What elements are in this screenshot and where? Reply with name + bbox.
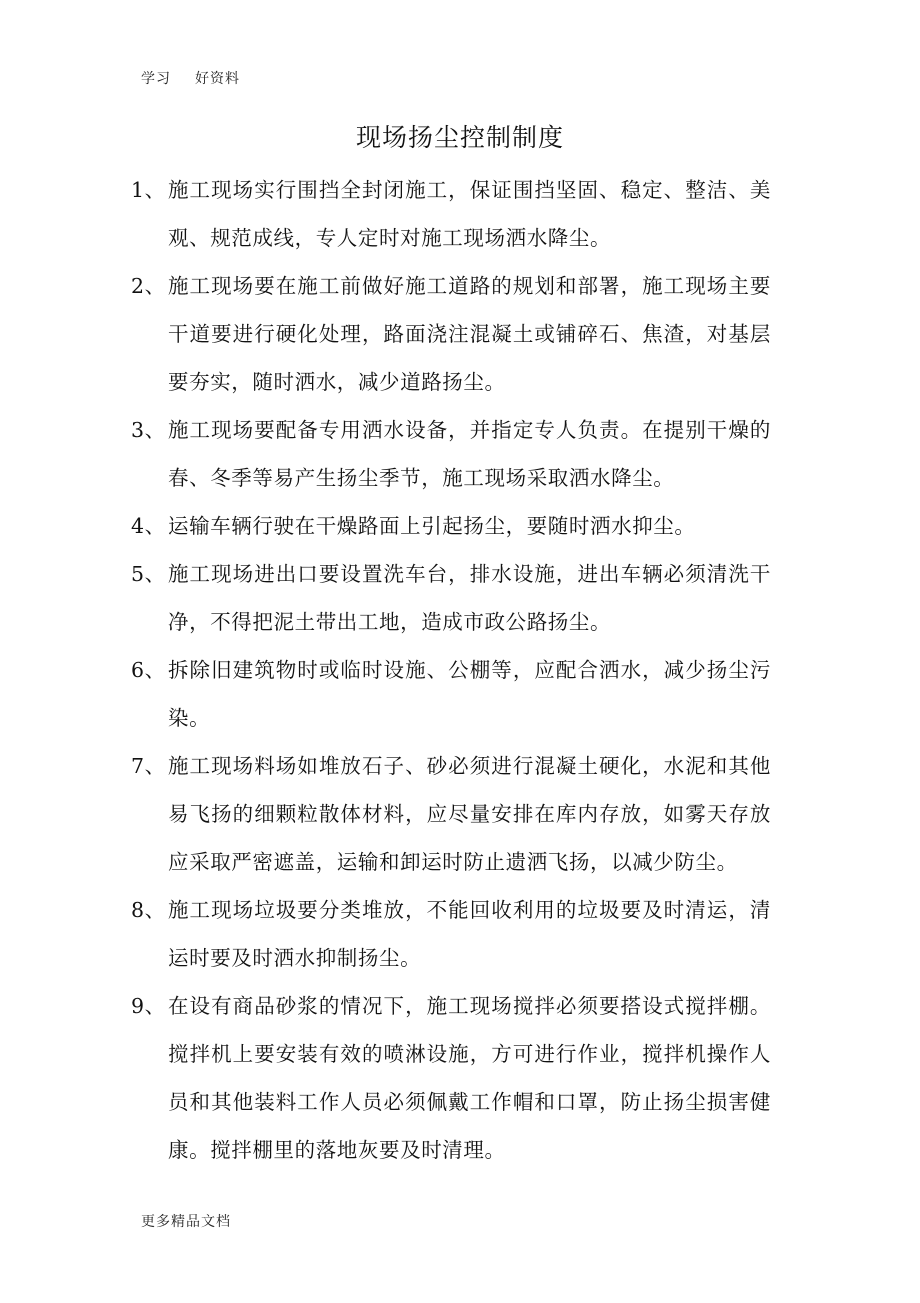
item-text: 运输车辆行驶在干燥路面上引起扬尘，要随时洒水抑尘。 xyxy=(168,514,696,538)
item-number: 1、 xyxy=(131,178,166,202)
regulation-item-9 xyxy=(131,982,771,1174)
item-text: 在设有商品砂浆的情况下，施工现场搅拌必须要搭设式搅拌棚。搅拌机上要安装有效的喷淋设施，方可进行作业，搅拌机操作人员和其他装料工作人员必须佩戴工作帽和口罩，防止扬尘损害健康。搅拌棚里的落地灰要及时清理。 xyxy=(168,994,771,1162)
item-number: 4、 xyxy=(131,514,166,538)
item-text: 施工现场料场如堆放石子、砂必须进行混凝土硬化，水泥和其他易飞扬的细颗粒散体材料，应尽量安排在库内存放，如雾天存放应采取严密遮盖，运输和卸运时防止遗洒飞扬，以减少防尘。 xyxy=(168,754,771,874)
regulation-item-8 xyxy=(131,886,771,982)
item-text: 施工现场要在施工前做好施工道路的规划和部署，施工现场主要干道要进行硬化处理，路面浇注混凝土或铺碎石、焦渣，对基层要夯实，随时洒水，减少道路扬尘。 xyxy=(168,274,771,394)
item-text: 施工现场要配备专用洒水设备，并指定专人负责。在提别干燥的春、冬季等易产生扬尘季节，施工现场采取洒水降尘。 xyxy=(168,418,771,490)
regulation-item-5 xyxy=(131,550,771,646)
item-number: 3、 xyxy=(131,418,166,442)
item-text: 施工现场垃圾要分类堆放，不能回收利用的垃圾要及时清运，清运时要及时洒水抑制扬尘。 xyxy=(168,898,771,970)
header-left-text: 学习 xyxy=(141,71,171,87)
regulation-item-2 xyxy=(131,262,771,406)
item-number: 9、 xyxy=(131,994,166,1018)
item-text: 拆除旧建筑物时或临时设施、公棚等，应配合洒水，减少扬尘污染。 xyxy=(168,658,771,730)
item-number: 5、 xyxy=(131,562,166,586)
item-number: 8、 xyxy=(131,898,166,922)
item-text: 施工现场进出口要设置洗车台，排水设施，进出车辆必须清洗干净，不得把泥土带出工地，造成市政公路扬尘。 xyxy=(168,562,771,634)
item-number: 2、 xyxy=(131,274,166,298)
regulation-list xyxy=(131,166,771,1174)
regulation-item-3 xyxy=(131,406,771,502)
page-header xyxy=(141,68,240,88)
item-number: 7、 xyxy=(131,754,166,778)
document-title: 现场扬尘控制制度 xyxy=(355,123,564,152)
item-text: 施工现场实行围挡全封闭施工，保证围挡坚固、稳定、整洁、美观、规范成线，专人定时对施工现场洒水降尘。 xyxy=(168,178,771,250)
regulation-item-6 xyxy=(131,646,771,742)
header-right-text: 好资料 xyxy=(195,71,240,87)
page-footer: 更多精品文档 xyxy=(141,1214,231,1230)
regulation-item-4 xyxy=(131,502,771,550)
regulation-item-7 xyxy=(131,742,771,886)
regulation-item-1 xyxy=(131,166,771,262)
item-number: 6、 xyxy=(131,658,166,682)
